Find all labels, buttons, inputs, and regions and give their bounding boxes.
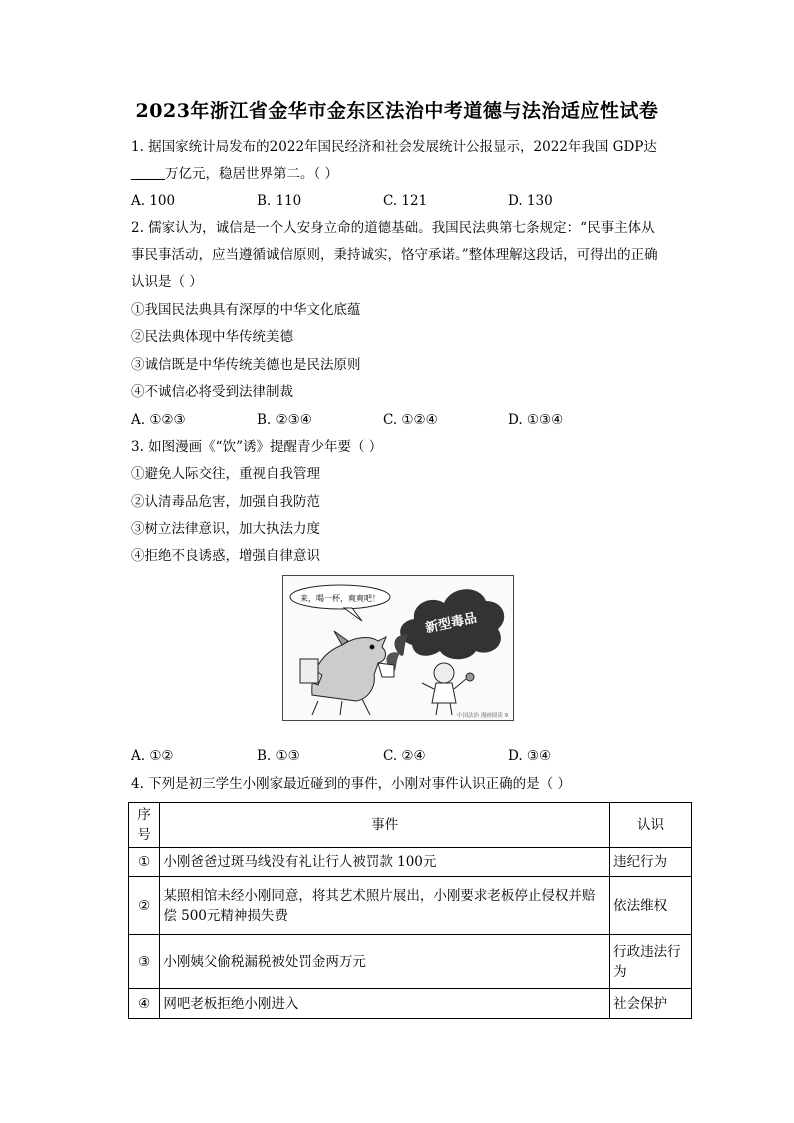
header-index: 序号 — [129, 803, 160, 848]
row-index: ② — [129, 877, 160, 935]
q3-statement-2: ②认清毒品危害，加强自我防范 — [131, 494, 320, 510]
row-event: 小刚姨父偷税漏税被处罚金两万元 — [160, 935, 610, 989]
smoke-label: 新型毒品 — [424, 610, 479, 637]
q1-option-c: C. 121 — [383, 193, 428, 209]
q3-stem: 3. 如图漫画《“饮”诱》提醒青少年要（ ） — [131, 439, 383, 455]
table-row — [129, 935, 692, 989]
q1-option-b: B. 110 — [257, 193, 302, 209]
answer-blank — [131, 165, 165, 180]
drug-temptation-cartoon — [282, 575, 514, 721]
q3-option-d: D. ③④ — [508, 748, 552, 764]
row-judgement: 行政违法行为 — [610, 935, 692, 989]
table-row — [129, 989, 692, 1019]
row-judgement: 社会保护 — [610, 989, 692, 1019]
row-event: 某照相馆未经小刚同意，将其艺术照片展出，小刚要求老板停止侵权并赔偿 500元精神损失费 — [160, 877, 610, 935]
row-judgement: 违纪行为 — [610, 848, 692, 877]
q1-stem-line1: 1. 据国家统计局发布的2022年国民经济和社会发展统计公报显示，2022年我国 GDP达 — [131, 139, 657, 155]
cartoon-credit: 中国法治 漫画阅读 9 — [457, 713, 508, 719]
q2-option-a: A. ①②③ — [131, 412, 186, 428]
q3-option-b: B. ①③ — [257, 748, 300, 764]
q2-option-b: B. ②③④ — [257, 412, 312, 428]
q4-stem: 4. 下列是初三学生小刚家最近碰到的事件，小刚对事件认识正确的是（ ） — [131, 776, 571, 792]
table-header-row — [129, 803, 692, 848]
header-judgement: 认识 — [610, 803, 692, 848]
page-title: 2023年浙江省金华市金东区法治中考道德与法治适应性试卷 — [135, 100, 659, 122]
q2-statement-3: ③诚信既是中华传统美德也是民法原则 — [131, 357, 361, 373]
q1-option-d: D. 130 — [508, 193, 553, 209]
q4-events-table — [128, 802, 692, 1019]
row-index: ③ — [129, 935, 160, 989]
q1-stem-line2 — [131, 164, 338, 184]
q1-stem-line2-text: 万亿元，稳居世界第二。（ ） — [165, 166, 339, 182]
header-event: 事件 — [160, 803, 610, 848]
q2-stem-line1: 2. 儒家认为，诚信是一个人安身立命的道德基础。我国民法典第七条规定：“民事主体从 — [131, 220, 655, 236]
table-row — [129, 848, 692, 877]
row-index: ① — [129, 848, 160, 877]
row-index: ④ — [129, 989, 160, 1019]
q2-statement-2: ②民法典体现中华传统美德 — [131, 329, 293, 345]
q2-statement-4: ④不诚信必将受到法律制裁 — [131, 384, 293, 400]
q3-option-a: A. ①② — [131, 748, 174, 764]
table-row — [129, 877, 692, 935]
speech-bubble-text: 来，喝一杯，爽爽吧！ — [300, 594, 380, 603]
q2-statement-1: ①我国民法典具有深厚的中华文化底蕴 — [131, 302, 361, 318]
row-event: 小刚爸爸过斑马线没有礼让行人被罚款 100元 — [160, 848, 610, 877]
q3-statement-4: ④拒绝不良诱惑，增强自律意识 — [131, 548, 320, 564]
q3-statement-3: ③树立法律意识，加大执法力度 — [131, 521, 320, 537]
row-judgement: 依法维权 — [610, 877, 692, 935]
q3-option-c: C. ②④ — [383, 748, 426, 764]
q3-statement-1: ①避免人际交往，重视自我管理 — [131, 466, 320, 482]
row-event: 网吧老板拒绝小刚进入 — [160, 989, 610, 1019]
q1-option-a: A. 100 — [131, 193, 176, 209]
q2-stem-line2: 事民事活动，应当遵循诚信原则，秉持诚实，恪守承诺。”整体理解这段话，可得出的正确 — [131, 247, 658, 263]
q2-option-d: D. ①③④ — [508, 412, 564, 428]
q2-option-c: C. ①②④ — [383, 412, 438, 428]
q2-stem-line3: 认识是（ ） — [131, 274, 203, 290]
